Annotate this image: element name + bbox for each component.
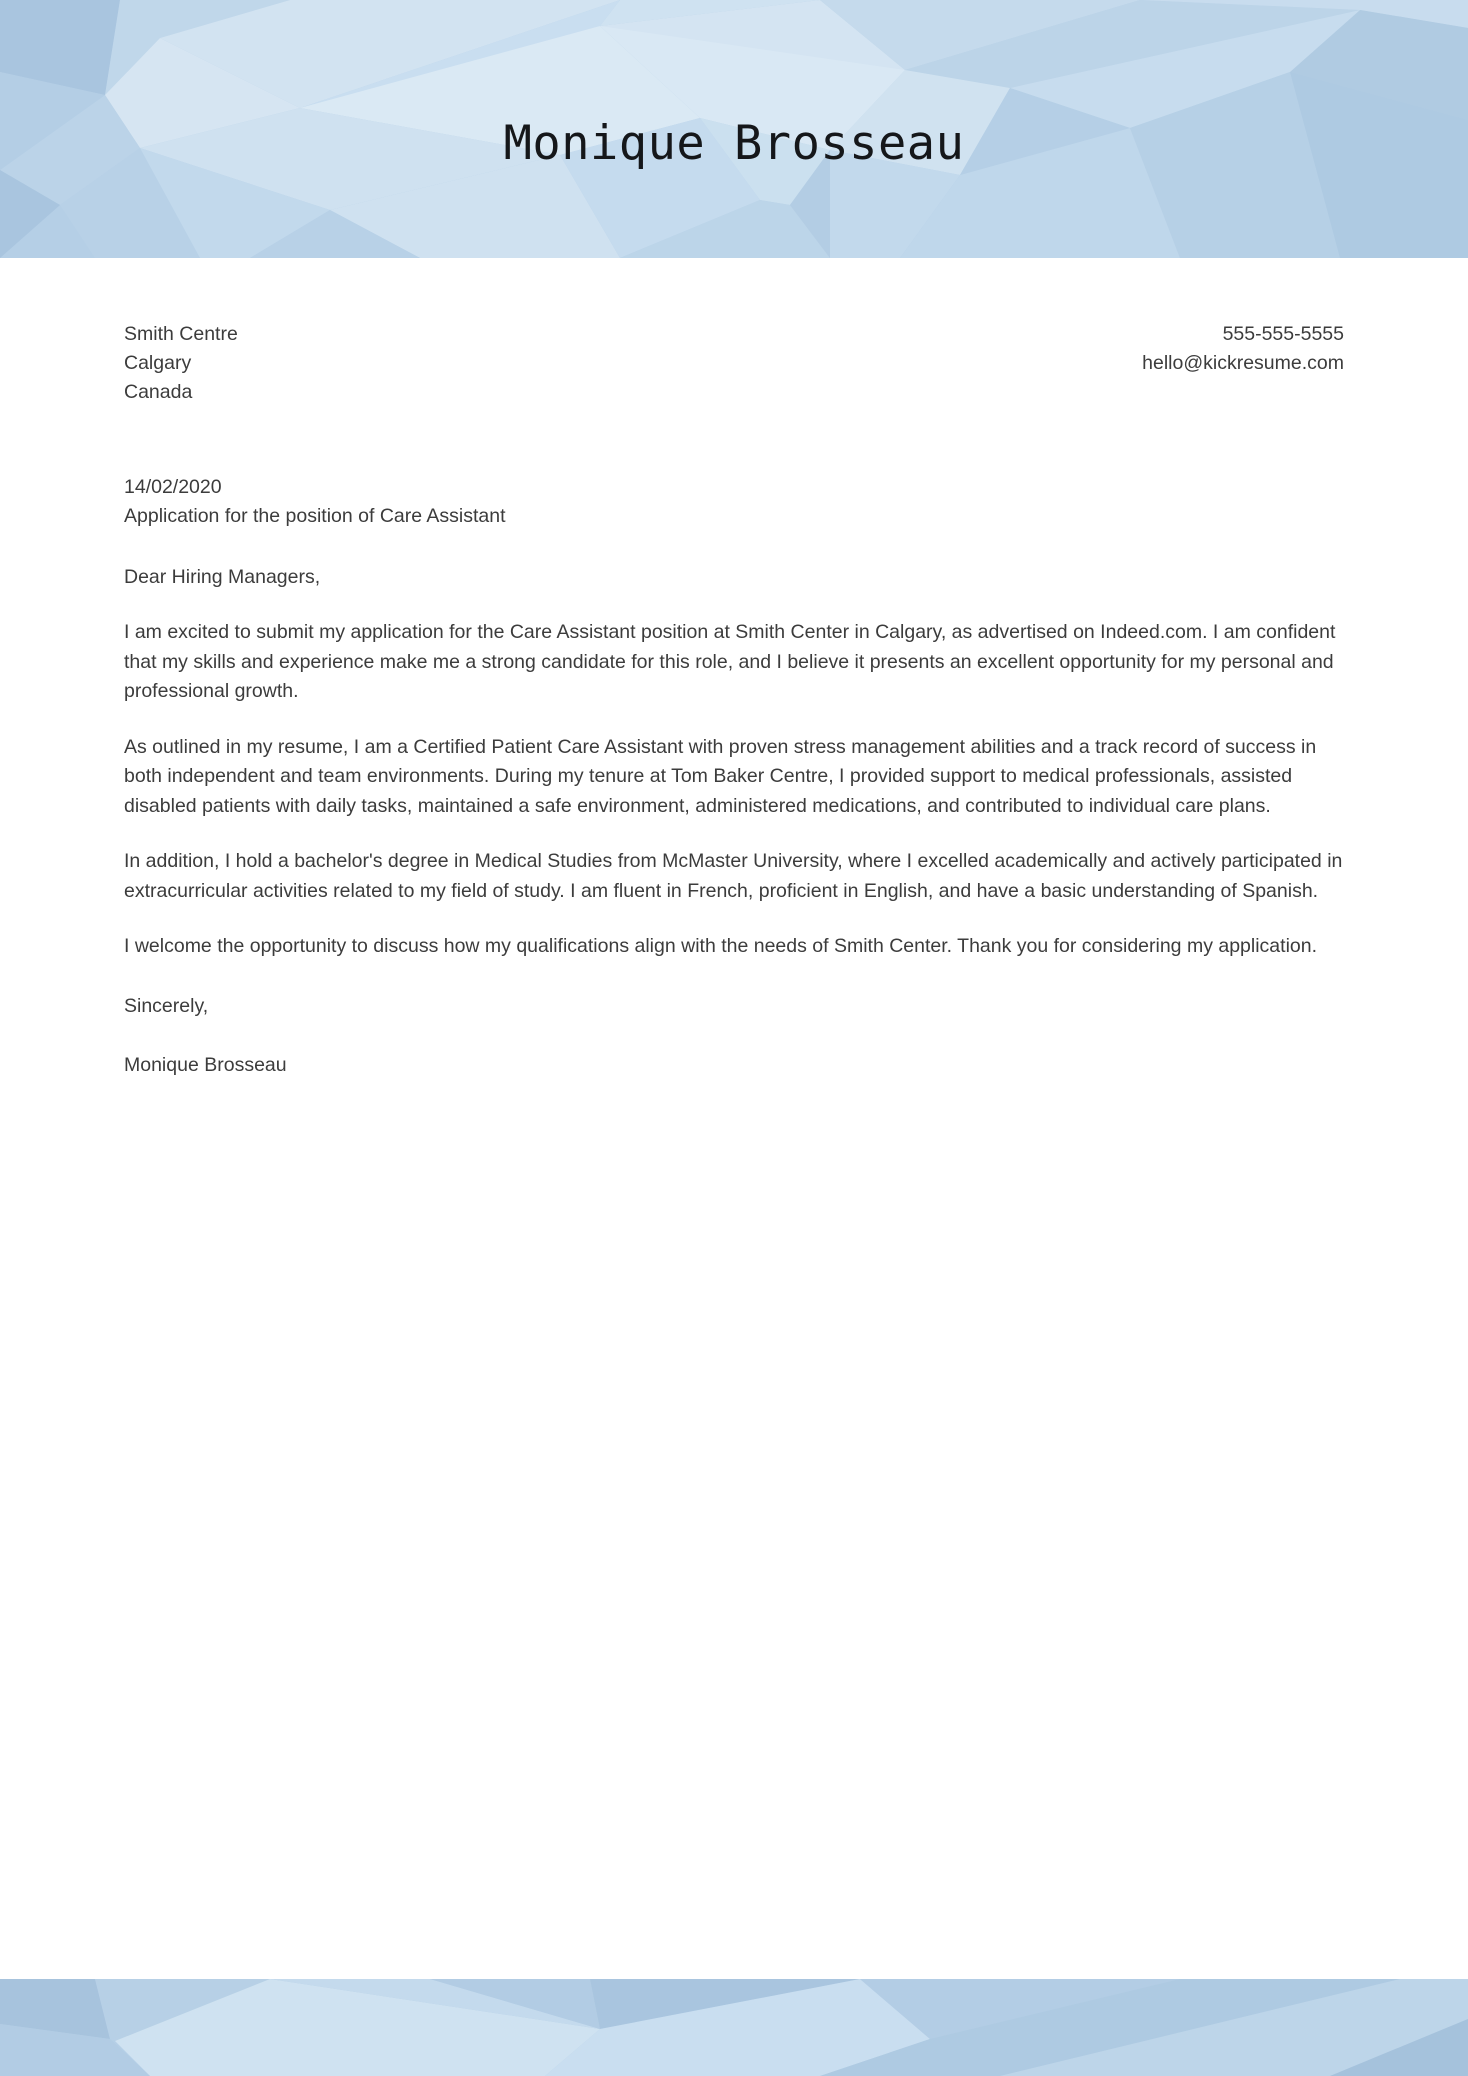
contact-email[interactable]: hello@kickresume.com	[1142, 352, 1344, 374]
letter-date: 14/02/2020	[124, 476, 222, 498]
recipient-city: Calgary	[124, 352, 192, 374]
applicant-name-header	[0, 0, 1468, 258]
letter-paragraph-1: I am excited to submit my application for the Care Assistant position at Smith Center in Calgary, as advertised on Indeed.com. I am confident that my skills and experience make me a strong candidate for this role, and I believe it presents an excellent opportunity for my personal and professional growth.	[124, 621, 1336, 702]
address-row	[124, 258, 1344, 407]
recipient-address-block	[124, 320, 238, 407]
letter-closing: Sincerely,	[124, 994, 209, 1017]
recipient-country: Canada	[124, 381, 193, 403]
letter-signature: Monique Brosseau	[124, 1053, 287, 1076]
letter-subject: Application for the position of Care Assistant	[124, 505, 506, 527]
letter-paragraph-4: I welcome the opportunity to discuss how my qualifications align with the needs of Smith Center. Thank you for considering my application.	[124, 935, 1318, 957]
letter-paragraph-3: In addition, I hold a bachelor's degree in Medical Studies from McMaster University, where I excelled academically and actively participated in extracurricular activities related to my field of study. I am fluent in French, proficient in English, and have a basic understanding of Spanish.	[124, 850, 1343, 902]
contact-phone: 555-555-5555	[1222, 323, 1344, 345]
letter-paragraph-2: As outlined in my resume, I am a Certified Patient Care Assistant with proven stress management abilities and a track record of success in both independent and team environments. During my tenure at Tom Baker Centre, I provided support to medical professionals, assisted disabled patients with daily tasks, maintained a safe environment, administered medications, and contributed to individual care plans.	[124, 735, 1317, 817]
footer-polygon-pattern	[0, 1979, 1468, 2076]
sender-contact-block	[1142, 320, 1344, 378]
letter-sheet	[0, 258, 1468, 1080]
footer-banner	[0, 1979, 1468, 2076]
applicant-name-text: Monique Brosseau	[503, 115, 965, 171]
recipient-organization: Smith Centre	[124, 323, 238, 345]
letter-salutation: Dear Hiring Managers,	[124, 566, 321, 588]
letter-meta-block	[124, 473, 1344, 531]
header-banner	[0, 0, 1468, 258]
